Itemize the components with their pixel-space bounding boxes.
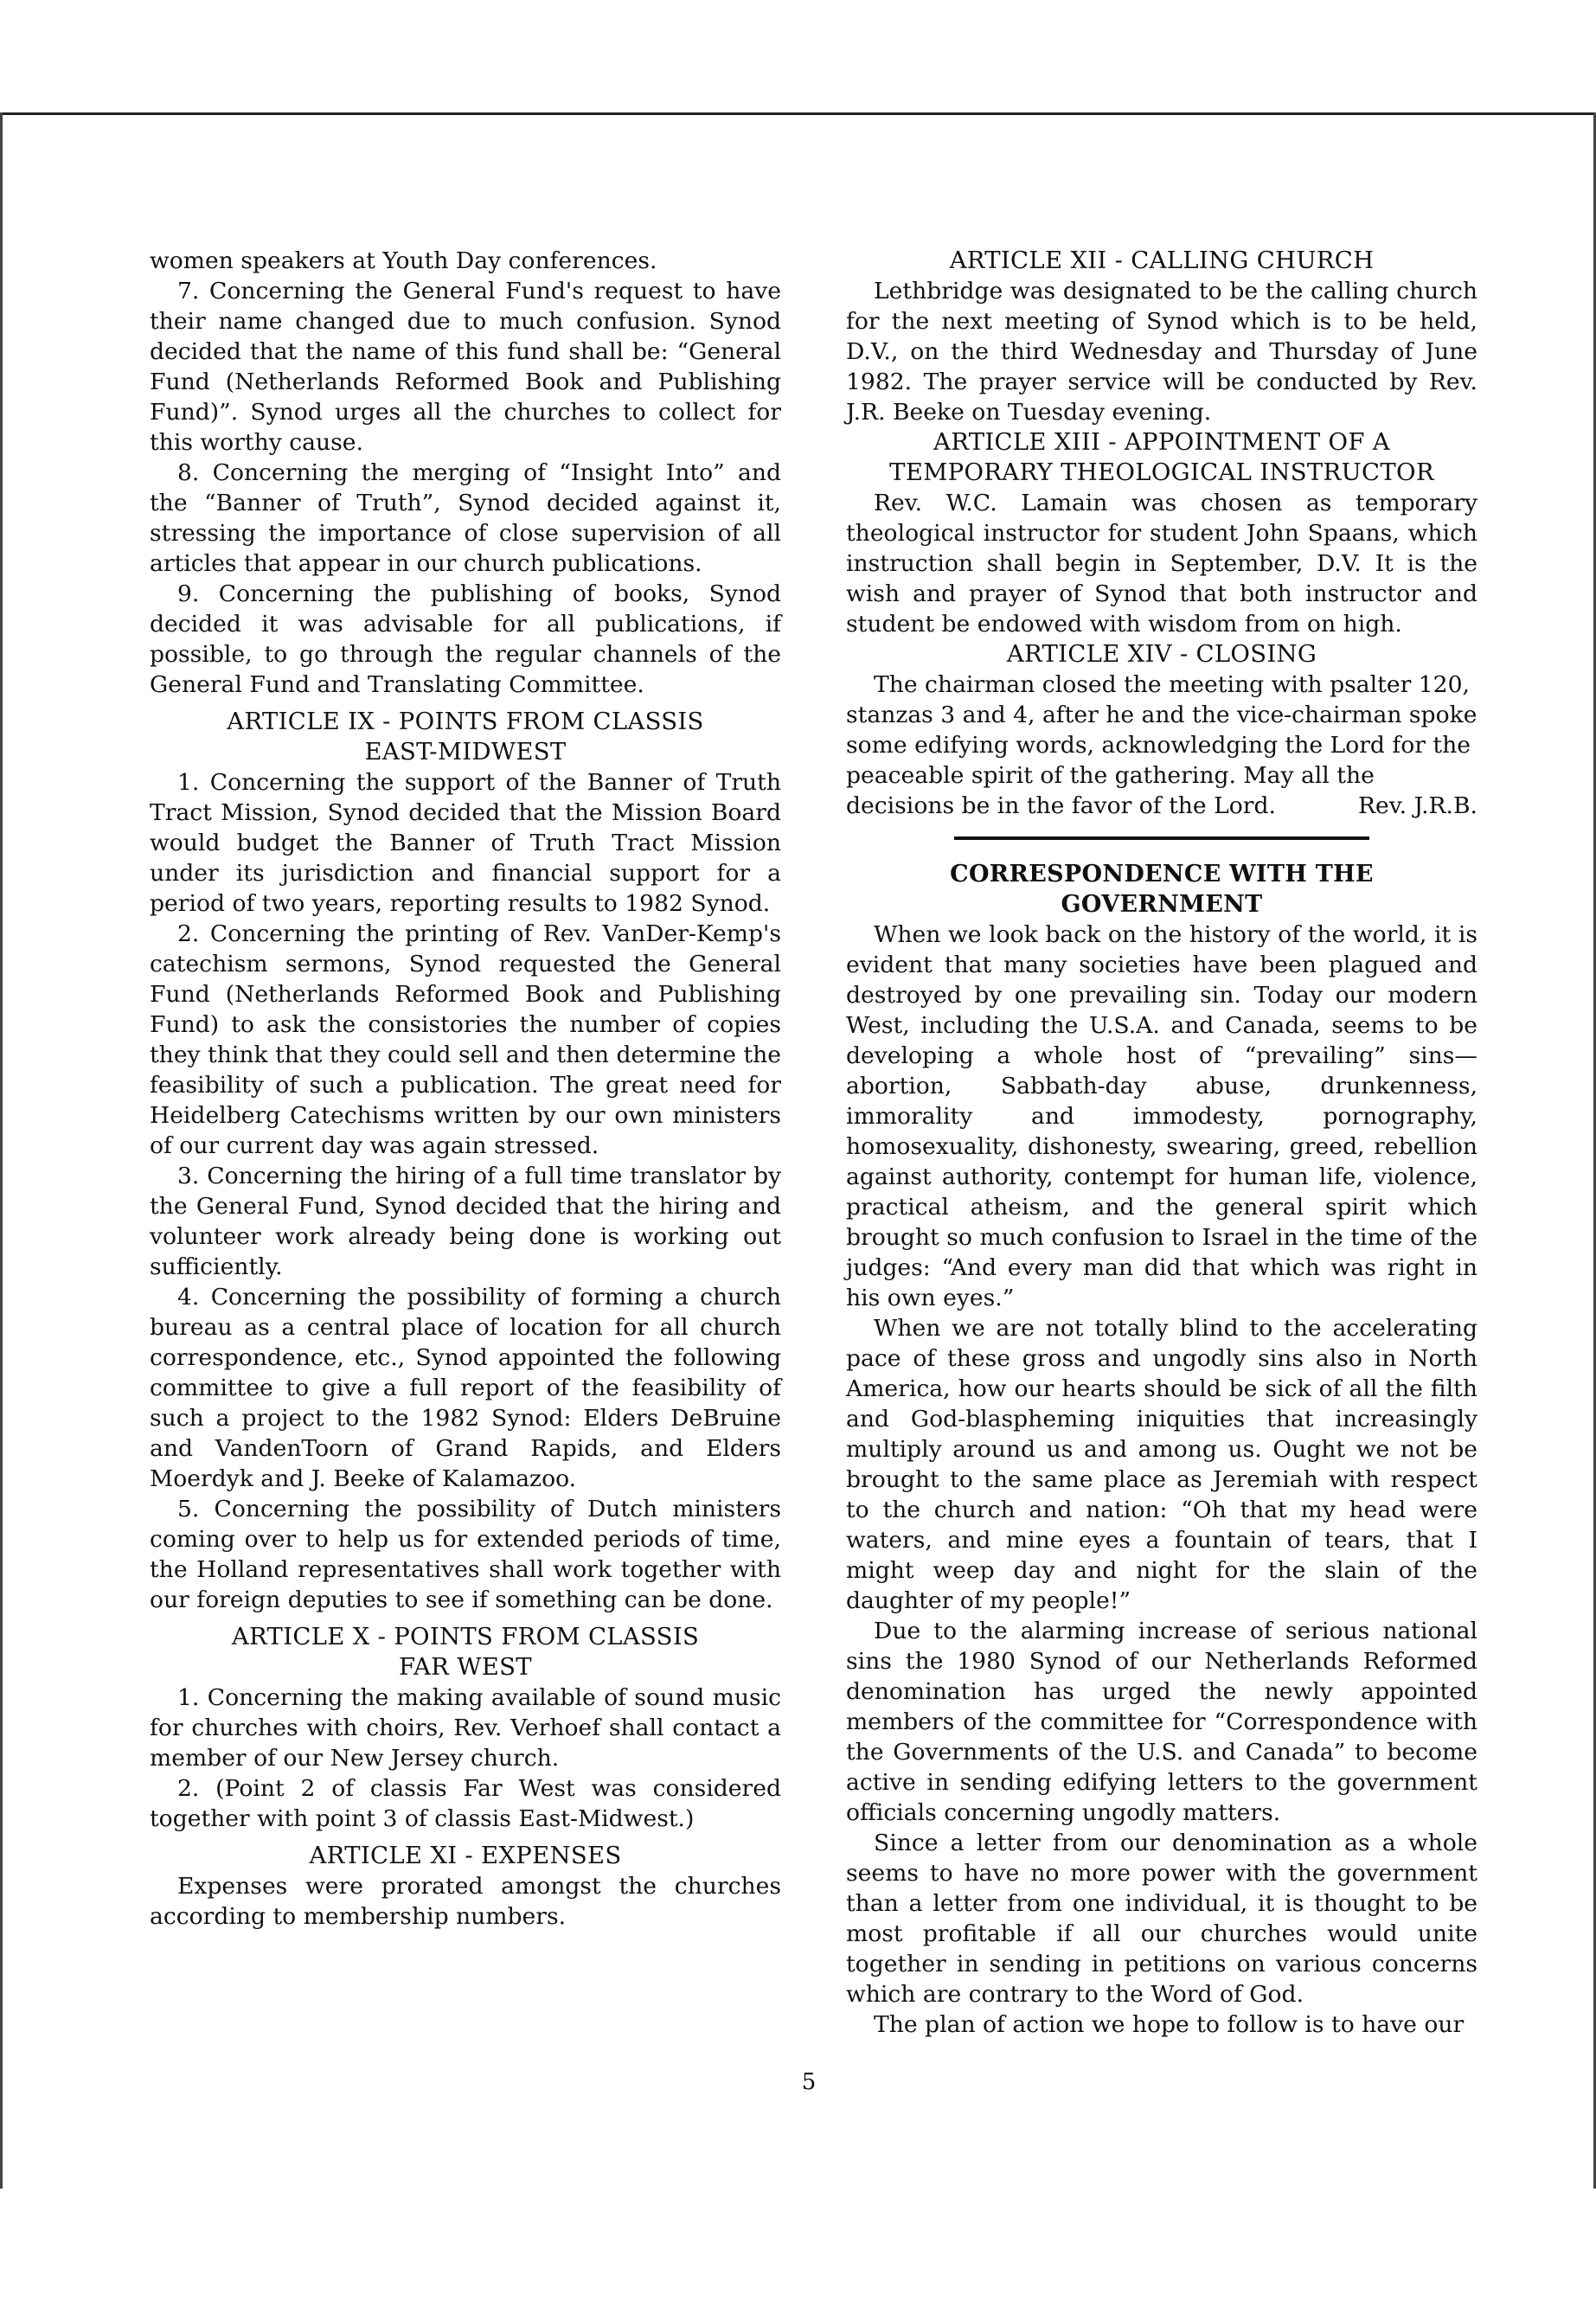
article-10-subheading: FAR WEST xyxy=(399,1653,532,1681)
spacer xyxy=(150,700,781,707)
article-12-paragraph: Lethbridge was designated to be the calling church for the next meeting of Synod which is to be held, D.V., on the third Wednesday and Thursday of June 1982. The prayer service will be conducted by Rev. J.R. Beeke on Tuesday evening. xyxy=(846,278,1477,426)
correspondence-paragraph-2: When we are not totally blind to the accelerating pace of these gross and ungodly sins also in North America, how our hearts should be sick of all the filth and God-blaspheming iniquities that increasingly multiply around us and among us. Ought we not be brought to the same place as Jeremiah with respect to the church and nation: “Oh that my head were waters, and mine eyes a fountain of tears, that I might weep day and night for the slain of the daughter of my people!” xyxy=(846,1315,1477,1614)
article-10-item-2: 2. (Point 2 of classis Far West was considered together with point 3 of classis East-Midwest.) xyxy=(150,1775,781,1832)
article-11-paragraph: Expenses were prorated amongst the churches according to membership numbers. xyxy=(150,1873,781,1930)
article-9-item-5: 5. Concerning the possibility of Dutch ministers coming over to help us for extended periods of time, the Holland representatives shall work together with our foreign deputies to see if something can be done. xyxy=(150,1496,781,1613)
article-14-paragraph xyxy=(846,670,1477,821)
article-10-item-1: 1. Concerning the making available of sound music for churches with choirs, Rev. Verhoef shall contact a member of our New Jersey church. xyxy=(150,1684,781,1772)
article-9-item-2: 2. Concerning the printing of Rev. VanDer-Kemp's catechism sermons, Synod requested the General Fund (Netherlands Reformed Book and Publishing Fund) to ask the consistories the number of copies they think that they could sell and then determine the feasibility of such a publication. The great need for Heidelberg Catechisms written by our own ministers of our current day was again stressed. xyxy=(150,920,781,1159)
spacer xyxy=(150,1615,781,1622)
article-11-heading: ARTICLE XI - EXPENSES xyxy=(309,1842,622,1869)
paragraph-item-8: 8. Concerning the merging of “Insight Into” and the “Banner of Truth”, Synod decided against it, stressing the importance of close supervision of all articles that appear in our church publications. xyxy=(150,459,781,577)
article-9-heading: ARTICLE IX - POINTS FROM CLASSIS xyxy=(227,708,704,735)
article-12-heading: ARTICLE XII - CALLING CHURCH xyxy=(949,247,1375,274)
paragraph-item-7: 7. Concerning the General Fund's request to have their name changed due to much confusion. Synod decided that the name of this fund shall be: “General Fund (Netherlands Reformed Book and Publishing Fund)”. Synod urges all the churches to collect for this worthy cause. xyxy=(150,278,781,456)
left-column xyxy=(150,246,781,1932)
article-13-heading: ARTICLE XIII - APPOINTMENT OF A xyxy=(933,428,1390,456)
spacer xyxy=(150,1834,781,1841)
section-divider xyxy=(954,836,1369,840)
correspondence-subheading: GOVERNMENT xyxy=(1061,891,1263,918)
page-left-edge xyxy=(0,112,3,2189)
article-10-heading: ARTICLE X - POINTS FROM CLASSIS xyxy=(231,1623,700,1650)
right-column xyxy=(846,246,1477,2040)
article-9-item-4: 4. Concerning the possibility of forming a church bureau as a central place of location for all church correspondence, etc., Synod appointed the following committee to give a full report of the feasibility of such a project to the 1982 Synod: Elders DeBruine and VandenToorn of Grand Rapids, and Elders Moerdyk and J. Beeke of Kalamazoo. xyxy=(150,1284,781,1492)
article-14-signature: Rev. J.R.B. xyxy=(1357,792,1477,819)
article-14-text: The chairman closed the meeting with psalter 120, stanzas 3 and 4, after he and the vice-chairman spoke some edifying words, acknowledging the Lord for the peaceable spirit of the gathering. May all the decisions be in the favor of the Lord. xyxy=(846,671,1477,819)
paragraph-item-9: 9. Concerning the publishing of books, Synod decided it was advisable for all publications, if possible, to go through the regular channels of the General Fund and Translating Committee. xyxy=(150,580,781,698)
paragraph-women-speakers: women speakers at Youth Day conferences. xyxy=(150,247,657,274)
article-13-subheading: TEMPORARY THEOLOGICAL INSTRUCTOR xyxy=(889,458,1434,486)
correspondence-paragraph-3: Due to the alarming increase of serious national sins the 1980 Synod of our Netherlands Reformed denomination has urged the newly appointed members of the committee for “Correspondence with the Governments of the U.S. and Canada” to become active in sending edifying letters to the government officials concerning ungodly matters. xyxy=(846,1618,1477,1826)
article-13-paragraph: Rev. W.C. Lamain was chosen as temporary theological instructor for student John Spaans, which instruction shall begin in September, D.V. It is the wish and prayer of Synod that both instructor and student be endowed with wisdom from on high. xyxy=(846,490,1477,638)
article-9-subheading: EAST-MIDWEST xyxy=(364,738,567,766)
page-number: 5 xyxy=(801,2069,817,2095)
article-9-item-3: 3. Concerning the hiring of a full time translator by the General Fund, Synod decided that the hiring and volunteer work already being done is working out sufficiently. xyxy=(150,1163,781,1280)
correspondence-paragraph-1: When we look back on the history of the world, it is evident that many societies have been plagued and destroyed by one prevailing sin. Today our modern West, including the U.S.A. and Canada, seems to be developing a whole host of “prevailing” sins—abortion, Sabbath-day abuse, drunkenness, immorality and immodesty, pornography, homosexuality, dishonesty, swearing, greed, rebellion against authority, contempt for human life, violence, practical atheism, and the general spirit which brought so much confusion to Israel in the time of the judges: “And every man did that which was right in his own eyes.” xyxy=(846,921,1477,1311)
correspondence-paragraph-4: Since a letter from our denomination as a whole seems to have no more power with the government than a letter from one individual, it is thought to be most profitable if all our churches would unite together in sending in petitions on various concerns which are contrary to the Word of God. xyxy=(846,1830,1477,2008)
page-top-rule xyxy=(0,112,1596,115)
correspondence-paragraph-5: The plan of action we hope to follow is to have our xyxy=(874,2011,1465,2038)
correspondence-heading: CORRESPONDENCE WITH THE xyxy=(950,861,1374,888)
article-14-heading: ARTICLE XIV - CLOSING xyxy=(1006,640,1317,668)
article-9-item-1: 1. Concerning the support of the Banner of Truth Tract Mission, Synod decided that the Mission Board would budget the Banner of Truth Tract Mission under its jurisdiction and financial support for a period of two years, reporting results to 1982 Synod. xyxy=(150,769,781,917)
